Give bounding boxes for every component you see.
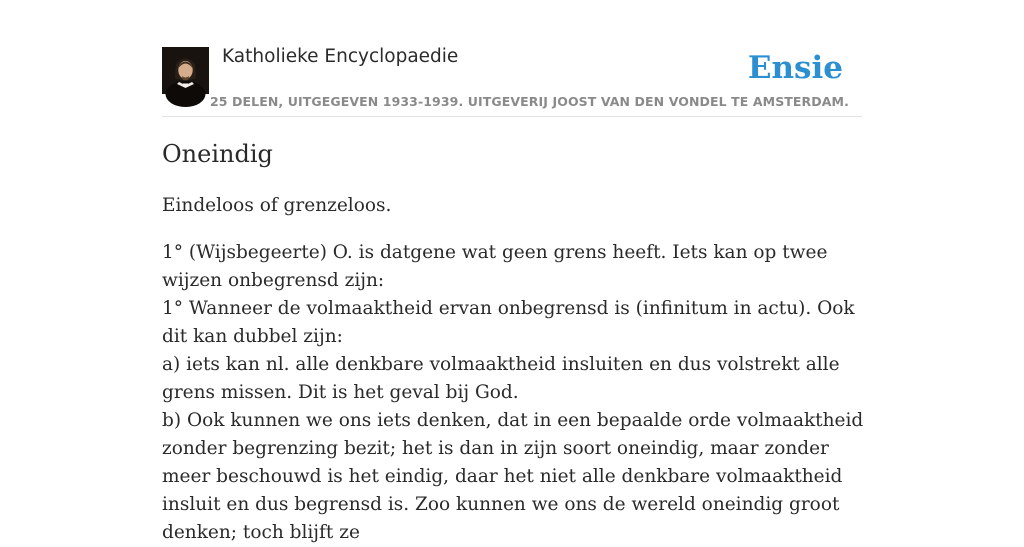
body-line: 1° (Wijsbegeerte) O. is datgene wat geen grens heeft. Iets kan op twee wijzen onbegrensd zijn: [162, 242, 828, 291]
article-title: Oneindig [162, 140, 273, 168]
body-line: b) Ook kunnen we ons iets denken, dat in een bepaalde orde volmaaktheid zonder begrenzing bezit; het is dan in zijn soort oneindig, maar zonder meer beschouwd is het eindig, daar het niet alle denkbare volmaaktheid insluit en dus begrensd is. Zoo kunnen we ons de wereld oneindig groot denken; toch blijft ze [162, 410, 864, 543]
body-line: a) iets kan nl. alle denkbare volmaaktheid insluiten en dus volstrekt alle grens missen. Dit is het geval bij God. [162, 354, 840, 403]
article-summary: Eindeloos of grenzeloos. [162, 195, 392, 216]
source-meta: 25 DELEN, UITGEGEVEN 1933-1939. UITGEVERIJ JOOST VAN DEN VONDEL TE AMSTERDAM. [210, 94, 849, 109]
source-title[interactable]: Katholieke Encyclopaedie [222, 46, 459, 67]
source-header [162, 44, 862, 117]
body-line: 1° Wanneer de volmaaktheid ervan onbegrensd is (infinitum in actu). Ook dit kan dubbel zijn: [162, 298, 855, 347]
brand-logo[interactable]: Ensie [747, 50, 843, 86]
article [162, 136, 870, 547]
article-body [162, 239, 870, 547]
portrait-avatar-icon[interactable] [162, 47, 209, 94]
